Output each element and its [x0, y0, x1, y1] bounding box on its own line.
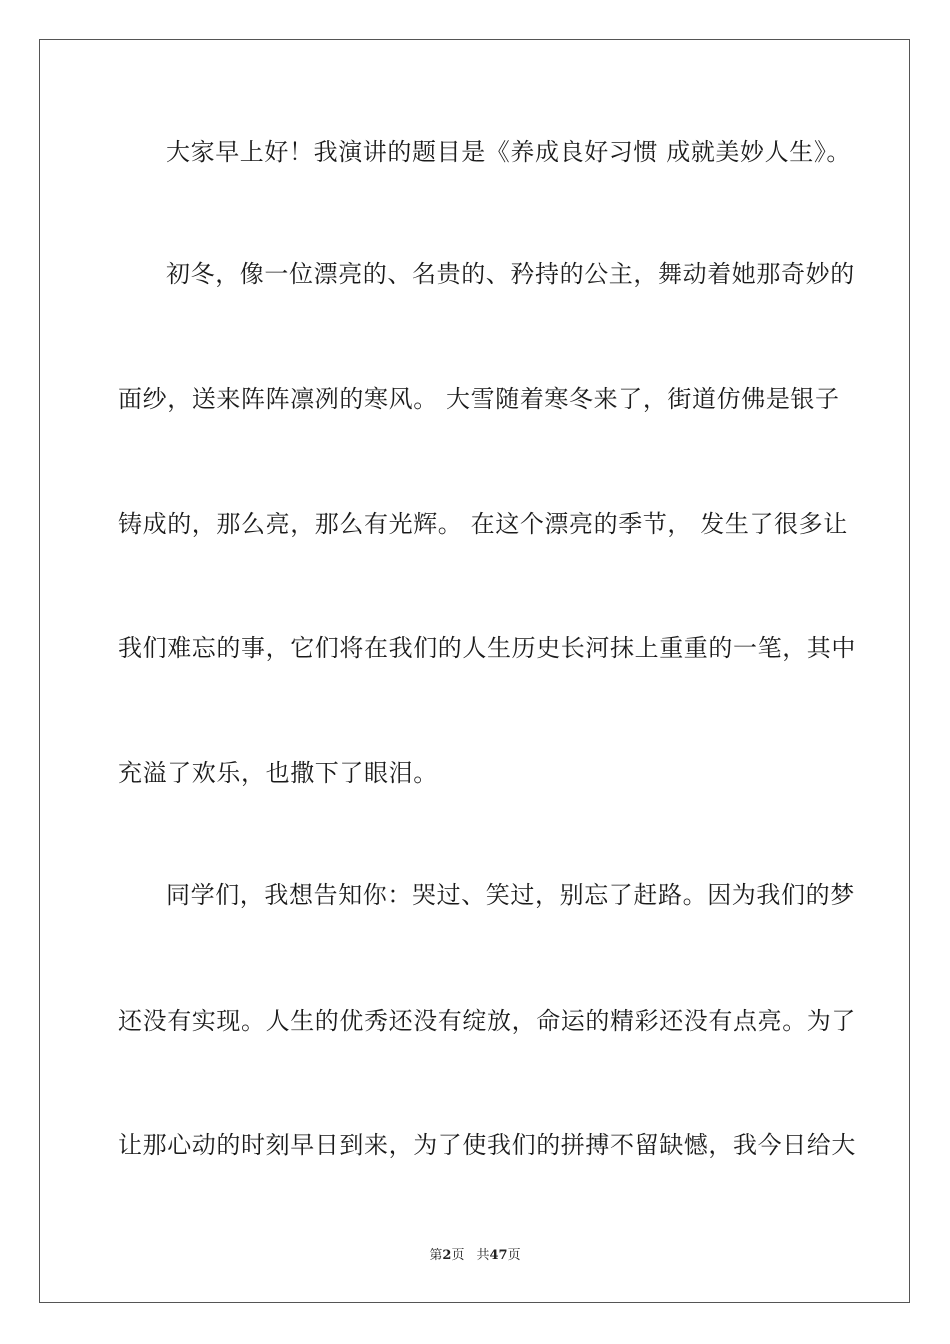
paragraph-line-8: 还没有实现。人生的优秀还没有绽放，命运的精彩还没有点亮。为了: [118, 1007, 856, 1035]
footer-page-prefix: 第: [429, 1248, 443, 1263]
page-border: [39, 39, 910, 1303]
footer-total-pages: 47: [489, 1248, 508, 1263]
footer-page-number: 2: [442, 1248, 452, 1263]
paragraph-line-7: 同学们，我想告知你：哭过、笑过，别忘了赶路。因为我们的梦: [166, 881, 855, 909]
paragraph-line-5: 我们难忘的事，它们将在我们的人生历史长河抹上重重的一笔，其中: [118, 634, 856, 662]
paragraph-line-1: 大家早上好！我演讲的题目是《养成良好习惯 成就美妙人生》。: [166, 138, 852, 166]
paragraph-line-2: 初冬，像一位漂亮的、名贵的、矜持的公主，舞动着她那奇妙的: [166, 260, 855, 288]
footer-total-suffix: 页: [507, 1248, 521, 1263]
footer-page-suffix: 页: [451, 1248, 465, 1263]
paragraph-line-3: 面纱，送来阵阵凛冽的寒风。 大雪随着寒冬来了，街道仿佛是银子: [118, 385, 840, 413]
footer-total-prefix: 共: [476, 1248, 490, 1263]
paragraph-line-4: 铸成的，那么亮，那么有光辉。 在这个漂亮的季节， 发生了很多让: [118, 510, 848, 538]
paragraph-line-9: 让那心动的时刻早日到来，为了使我们的拼搏不留缺憾，我今日给大: [118, 1131, 856, 1159]
page-footer: [0, 1247, 950, 1265]
paragraph-line-6: 充溢了欢乐，也撒下了眼泪。: [118, 759, 438, 787]
